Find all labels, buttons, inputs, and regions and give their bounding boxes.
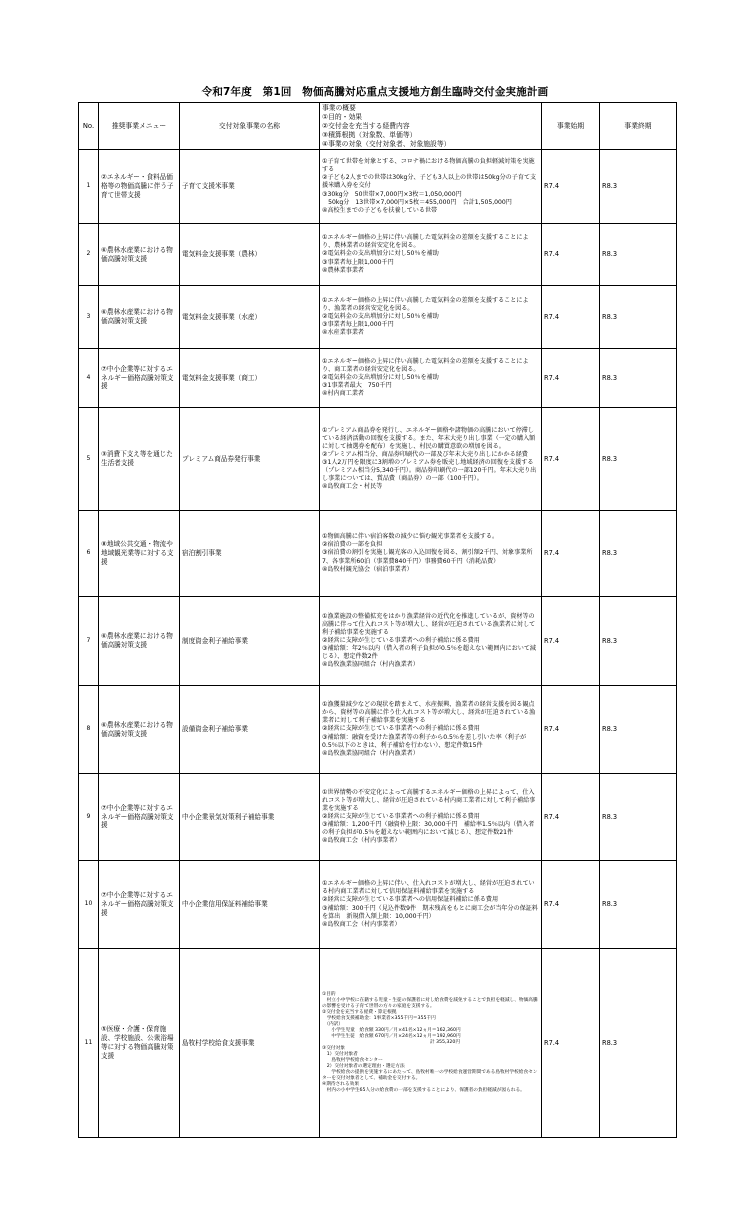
overview-line: ②経営に支障が生じている事業者への利子補給に係る費用 bbox=[322, 636, 480, 644]
table-row bbox=[79, 597, 677, 686]
overview-line: ②プレミアム相当分、商品券印刷代の一部及び年末大売り出しにかかる経費 bbox=[322, 450, 528, 458]
overview-line: ③事業者毎上限1,000千円 bbox=[322, 258, 394, 266]
header-no: No. bbox=[79, 103, 99, 150]
overview-line: ②宿泊費の一部を負担 bbox=[322, 541, 383, 549]
table-row bbox=[79, 949, 677, 1138]
project-overview bbox=[320, 511, 542, 597]
overview-line: ②電気料金の支出増加分に対し50％を補助 bbox=[322, 312, 439, 320]
recommended-menu: ③消費下支え等を通じた生活者支援 bbox=[99, 408, 180, 511]
table-row bbox=[79, 349, 677, 408]
overview-line: ①漁獲量減少などの現状を踏まえて、水産振興、漁業者の経営支援を図る観点から、資材等の高騰に伴う仕入れコスト等が増大し、経営が圧迫されている漁業者に対して利子補給事業を実施する bbox=[322, 701, 536, 725]
table-row bbox=[79, 150, 677, 224]
project-overview bbox=[320, 861, 542, 949]
start-date: R7.4 bbox=[542, 224, 600, 286]
overview-line: ①プレミアム商品券を発行し、エネルギー価格や諸物価の高騰において停滞している経済活動の回復を支援する。また、年末大売り出し事業（一定の購入額に対して抽選券を配布）を実施し、村民の購買意欲の増加を図る。 bbox=[322, 426, 536, 450]
project-overview bbox=[320, 286, 542, 349]
recommended-menu: ②エネルギー・食料品価格等の物価高騰に伴う子育て世帯支援 bbox=[99, 150, 180, 224]
project-overview bbox=[320, 686, 542, 774]
overview-line: ③補給額：融資を受けた漁業者等の利子から0.5％を差し引いた率（利子が0.5％以下のときは、利子補給を行わない）、想定件数15件 bbox=[322, 733, 527, 749]
end-date: R8.3 bbox=[600, 349, 677, 408]
overview-line: 村内の小中学生65人分の給食費の一部を支援することにより、保護者の負担軽減が図られる。 bbox=[322, 1088, 525, 1094]
end-date: R8.3 bbox=[600, 686, 677, 774]
table-row bbox=[79, 408, 677, 511]
table-row bbox=[79, 511, 677, 597]
project-overview bbox=[320, 408, 542, 511]
overview-line: ③1事業者最大 750千円 bbox=[322, 382, 392, 390]
project-name: 電気料金支援事業（水産） bbox=[180, 286, 320, 349]
recommended-menu: ⑤医療・介護・保育施設、学校施設、公衆浴場等に対する物価高騰対策支援 bbox=[99, 949, 180, 1138]
project-overview bbox=[320, 949, 542, 1138]
recommended-menu: ⑥農林水産業における物価高騰対策支援 bbox=[99, 597, 180, 686]
overview-line: ②子ども2人までの世帯は30kg分、子ども3人以上の世帯は50kg分の子育て支援米購入券を交付 bbox=[322, 174, 537, 190]
row-number: 4 bbox=[79, 349, 99, 408]
end-date: R8.3 bbox=[600, 150, 677, 224]
page-title: 令和7年度 第1回 物価高騰対応重点支援地方創生臨時交付金実施計画 bbox=[201, 86, 549, 98]
plan-table bbox=[78, 102, 677, 1138]
recommended-menu: ⑦中小企業等に対するエネルギー価格高騰対策支援 bbox=[99, 861, 180, 949]
recommended-menu: ⑥農林水産業における物価高騰対策支援 bbox=[99, 224, 180, 286]
overview-line: ②経営に支障が生じている事業者への信用保証料補給に係る費用 bbox=[322, 896, 499, 904]
table-row bbox=[79, 224, 677, 286]
overview-line: ③補給額：年2％以内（借入者の利子負担が0.5％を超えない範囲内において減じる）、想定件数2件 bbox=[322, 645, 537, 661]
start-date: R7.4 bbox=[542, 949, 600, 1138]
start-date: R7.4 bbox=[542, 286, 600, 349]
overview-line: ③交付対象 bbox=[322, 1046, 345, 1051]
project-overview bbox=[320, 349, 542, 408]
overview-line: ③宿泊費の割引を実施し観光客の入込回復を図る、割引額2千円、対象事業所7、各事業所60泊（事業費840千円）事務費60千円（消耗品費） bbox=[322, 549, 533, 565]
overview-line: ④島牧商工会（村内事業者） bbox=[322, 837, 401, 845]
start-date: R7.4 bbox=[542, 349, 600, 408]
header-overview-line: ④事業の対象（交付対象者、対象施設等） bbox=[322, 139, 451, 148]
table-row bbox=[79, 686, 677, 774]
recommended-menu: ⑧地域公共交通・物流や地域観光業等に対する支援 bbox=[99, 511, 180, 597]
overview-line: ①世界情勢の不安定化によって高騰するエネルギー価格の上昇によって、仕入れコスト等が増大し、経営が圧迫されている村内商工業者に対して利子補給事業を実施する bbox=[322, 788, 536, 812]
row-number: 10 bbox=[79, 861, 99, 949]
overview-line: ④水産業事業者 bbox=[322, 329, 365, 337]
recommended-menu: ⑥農林水産業における物価高騰対策支援 bbox=[99, 686, 180, 774]
row-number: 8 bbox=[79, 686, 99, 774]
overview-line: ④農林業事業者 bbox=[322, 266, 365, 274]
overview-line: ①物価高騰に伴い宿泊客数の減少に悩む観光事業者を支援する。 bbox=[322, 533, 499, 541]
overview-line: ②電気料金の支出増加分に対し50％を補助 bbox=[322, 373, 439, 381]
overview-line: ①漁業施設の整備拡充をはかり漁業経営の近代化を推進しているが、資材等の高騰に伴って仕入れコスト等が増大し、経営が圧迫されている漁業者に対して利子補給事業を実施する bbox=[322, 612, 536, 636]
overview-line: ④島牧村観光協会（宿泊事業者） bbox=[322, 565, 413, 573]
overview-line: ②交付金を充当する経費・算定根拠 bbox=[322, 1009, 397, 1015]
project-overview bbox=[320, 224, 542, 286]
overview-line: ④島牧商工会（村内事業者） bbox=[322, 920, 401, 928]
overview-line: 中学生生徒 給食額 670円／月×24名×12ヵ月＝192,960円 bbox=[322, 1033, 461, 1039]
overview-line: ④期待される効果 bbox=[322, 1082, 360, 1088]
start-date: R7.4 bbox=[542, 511, 600, 597]
overview-line: ④村内商工業者 bbox=[322, 390, 365, 398]
recommended-menu: ⑦中小企業等に対するエネルギー価格高騰対策支援 bbox=[99, 349, 180, 408]
overview-line: ①子育て世帯を対象とする、コロナ禍における物価高騰の負担軽減対策を実施する bbox=[322, 158, 535, 174]
overview-line: ③補給額：1,200千円（融資枠上限：30,000千円 補給率1.5％以内（借入者の利子負担が0.5％を超えない範囲内において減じる）、想定件数21件 bbox=[322, 821, 535, 837]
start-date: R7.4 bbox=[542, 861, 600, 949]
overview-line: ③1人2万円を限度に3割増のプレミアム券を販売し地域経済の回復を支援する（プレミアム相当分5,340千円）。商品券印刷代の一部120千円。年末大売り出し事業については、賞品費（商品券）の一部（100千円）。 bbox=[322, 459, 537, 483]
table-header-row bbox=[79, 103, 677, 150]
project-name: 宿泊割引事業 bbox=[180, 511, 320, 597]
overview-line: 2）交付対象者の選定理由・選定方法 bbox=[322, 1064, 405, 1070]
overview-line: ④島牧漁業協同組合（村内漁業者） bbox=[322, 661, 419, 669]
overview-line: ①目的 bbox=[322, 991, 336, 997]
end-date: R8.3 bbox=[600, 597, 677, 686]
end-date: R8.3 bbox=[600, 408, 677, 511]
overview-line: ④島牧商工会・村民等 bbox=[322, 483, 383, 491]
overview-line: 50kg分 13世帯×7,000円×5枚＝455,000円 合計1,505,000円 bbox=[322, 198, 512, 206]
end-date: R8.3 bbox=[600, 949, 677, 1138]
header-menu: 推奨事業メニュー bbox=[99, 103, 180, 150]
overview-line: ①エネルギー価格の上昇に伴い高騰した電気料金の差額を支援することにより、商工業者の経営安定化を図る。 bbox=[322, 357, 529, 373]
overview-line: ①エネルギー価格の上昇に伴い高騰した電気料金の差額を支援することにより、農林業者の経営安定化を図る。 bbox=[322, 234, 529, 250]
overview-line: 計 355,320円 bbox=[322, 1039, 461, 1045]
project-name: 中小企業景気対策利子補給事業 bbox=[180, 774, 320, 861]
row-number: 9 bbox=[79, 774, 99, 861]
project-name: 制度資金利子補給事業 bbox=[180, 597, 320, 686]
overview-line: ①エネルギー価格の上昇に伴い高騰した電気料金の差額を支援することにより、漁業者の経営安定化を図る。 bbox=[322, 296, 529, 312]
header-overview-line: 事業の概要 bbox=[322, 104, 356, 112]
table-row bbox=[79, 774, 677, 861]
start-date: R7.4 bbox=[542, 597, 600, 686]
end-date: R8.3 bbox=[600, 224, 677, 286]
overview-line: 小学生児童 給食額 330円／月×41名×12ヵ月＝162,360円 bbox=[322, 1027, 461, 1033]
overview-line: ④高校生までの子どもを扶養している世帯 bbox=[322, 206, 438, 214]
row-number: 1 bbox=[79, 150, 99, 224]
start-date: R7.4 bbox=[542, 774, 600, 861]
row-number: 3 bbox=[79, 286, 99, 349]
project-name: 設備資金利子補給事業 bbox=[180, 686, 320, 774]
header-overview-line: ②交付金を充当する経費内容 bbox=[322, 121, 410, 130]
project-name: 電気料金支援事業（農林） bbox=[180, 224, 320, 286]
end-date: R8.3 bbox=[600, 286, 677, 349]
project-name: 電気料金支援事業（商工） bbox=[180, 349, 320, 408]
overview-line: 1）交付対象者 bbox=[322, 1052, 358, 1058]
recommended-menu: ⑦中小企業等に対するエネルギー価格高騰対策支援 bbox=[99, 774, 180, 861]
row-number: 2 bbox=[79, 224, 99, 286]
table-row bbox=[79, 861, 677, 949]
end-date: R8.3 bbox=[600, 774, 677, 861]
project-name: 子育て支援米事業 bbox=[180, 150, 320, 224]
header-name: 交付対象事業の名称 bbox=[180, 103, 320, 150]
overview-line: ③30kg分 50世帯×7,000円×3枚＝1,050,000円 bbox=[322, 190, 462, 198]
overview-line: 村立小中学校に在籍する児童・生徒の保護者に対し給食費を減免することで負担を軽減し、物価高騰の影響を受ける子育て世帯の方々の家庭を支援する。 bbox=[322, 997, 538, 1009]
header-overview bbox=[320, 103, 542, 150]
overview-line: ②経営に支障が生じている事業者への利子補給に係る費用 bbox=[322, 725, 480, 733]
project-name: 中小企業信用保証料補給事業 bbox=[180, 861, 320, 949]
row-number: 5 bbox=[79, 408, 99, 511]
project-overview bbox=[320, 597, 542, 686]
row-number: 7 bbox=[79, 597, 99, 686]
overview-line: （内訳） bbox=[322, 1021, 344, 1027]
overview-line: 島牧村学校給食センター bbox=[322, 1058, 383, 1064]
row-number: 11 bbox=[79, 949, 99, 1138]
header-start: 事業始期 bbox=[542, 103, 600, 150]
start-date: R7.4 bbox=[542, 686, 600, 774]
overview-line: ②電気料金の支出増加分に対し50％を補助 bbox=[322, 250, 439, 258]
overview-line: ③補給額：300千円（見込件数9件 期末残高をもとに商工会が当年分の保証料を算出 新規借入額上限：10,000千円） bbox=[322, 904, 538, 920]
recommended-menu: ⑥農林水産業における物価高騰対策支援 bbox=[99, 286, 180, 349]
header-overview-line: ①目的・効果 bbox=[322, 112, 363, 121]
row-number: 6 bbox=[79, 511, 99, 597]
project-name: 島牧村学校給食支援事業 bbox=[180, 949, 320, 1138]
end-date: R8.3 bbox=[600, 511, 677, 597]
overview-line: ①エネルギー価格の上昇に伴い、仕入れコストが増大し、経営が圧迫されている村内商工業者に対して信用保証料補給事業を実施する bbox=[322, 880, 535, 896]
overview-line: ②経営に支障が生じている事業者への利子補給に係る費用 bbox=[322, 812, 480, 820]
overview-line: ④島牧漁業協同組合（村内漁業者） bbox=[322, 749, 419, 757]
table-row bbox=[79, 286, 677, 349]
start-date: R7.4 bbox=[542, 408, 600, 511]
header-overview-line: ③積算根拠（対象数、単価等） bbox=[322, 130, 417, 139]
overview-line: ③事業者毎上限1,000千円 bbox=[322, 321, 394, 329]
project-overview bbox=[320, 774, 542, 861]
project-name: プレミアム商品券発行事業 bbox=[180, 408, 320, 511]
overview-line: 学校給食の提供を実施するにあたって、島牧村唯一の学校給食運営期間である島牧村学校給食センターを交付対象者として、補助金を交付する。 bbox=[322, 1070, 538, 1082]
end-date: R8.3 bbox=[600, 861, 677, 949]
start-date: R7.4 bbox=[542, 150, 600, 224]
overview-line: 学校給食支援補助金：1事業者×355千円＝355千円 bbox=[322, 1015, 436, 1021]
header-end: 事業終期 bbox=[600, 103, 677, 150]
project-overview bbox=[320, 150, 542, 224]
